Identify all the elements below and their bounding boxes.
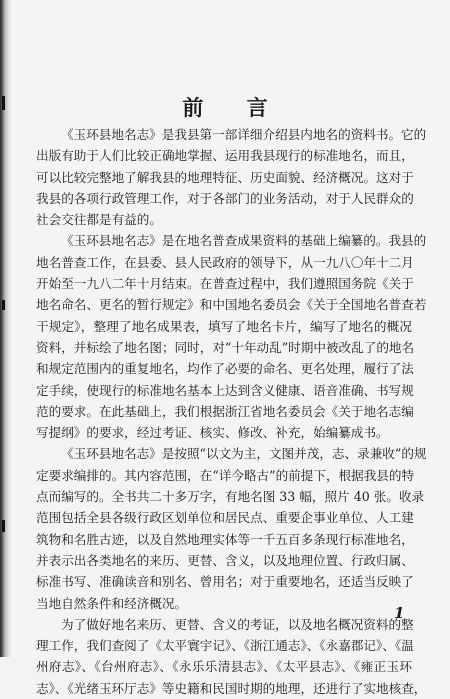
text-line: 出版有助于人们比较正确地掌握、运用我县现行的标准地名，而且， bbox=[36, 148, 414, 164]
text-line: 《玉环县地名志》是在地名普查成果资料的基础上编纂的。我县的 bbox=[61, 233, 427, 249]
paragraph-1 bbox=[36, 124, 427, 230]
text-line: 地名命名、更名的暂行规定》和中国地名委员会《关于全国地名普查若 bbox=[36, 297, 427, 313]
text-line: 写提纲》的要求，经过考证、核实、修改、补充，始编纂成书。 bbox=[36, 425, 389, 441]
paragraph-4 bbox=[36, 614, 427, 699]
paragraph-3 bbox=[36, 443, 427, 613]
text-line: 地名普查工作，在县委、县人民政府的领导下，从一九八〇年十二月 bbox=[36, 254, 414, 270]
text-line: 并表示出各类地名的来历、更替、含义，以及地理位置、行政归属、 bbox=[36, 552, 414, 568]
text-line: 范围包括全县各级行政区划单位和居民点、重要企事业单位、人工建 bbox=[36, 510, 414, 526]
page-title: 前 言 bbox=[182, 95, 286, 120]
text-line: 点而编写的。全书共二十多万字，有地名图 33 幅，照片 40 张。收录 bbox=[36, 489, 425, 505]
text-line: 为了做好地名来历、更替、含义的考证，以及地名概况资料的整 bbox=[61, 616, 414, 632]
text-line: 干规定》，整理了地名成果表，填写了地名卡片，编写了地名的概况 bbox=[36, 318, 412, 334]
text-line: 和规定范围内的重复地名，均作了必要的命名、更名处理，履行了法 bbox=[36, 361, 414, 377]
paragraph-2 bbox=[36, 230, 427, 443]
text-line: 资料，并标绘了地名图；同时，对“十年动乱”时期中被改乱了的地名 bbox=[36, 339, 415, 355]
text-line: 标准书写、准确读音和别名、曾用名；对于重要地名，还适当反映了 bbox=[36, 574, 414, 590]
text-line: 《玉环县地名志》是按照“以文为主，文图并茂，志、录兼收”的规 bbox=[61, 446, 427, 462]
text-line: 筑物和名胜古迹，以及自然地理实体等一千五百多条现行标准地名， bbox=[36, 531, 414, 547]
binding-mark bbox=[2, 520, 5, 532]
text-line: 我县的各项行政管理工作，对于各部门的业务活动，对于人民群众的 bbox=[36, 190, 414, 206]
body-text bbox=[36, 124, 427, 699]
text-line: 《玉环县地名志》是我县第一部详细介绍县内地名的资料书。它的 bbox=[61, 127, 427, 142]
text-line: 定要求编排的。其内容范围，在“详今略古”的前提下，根据我县的特 bbox=[36, 467, 415, 483]
text-line: 志》、《光绪玉环厅志》等史籍和民国时期的地理，还进行了实地核查， bbox=[36, 680, 427, 696]
text-line: 州府志》、《台州府志》、《永乐乐清县志》、《太平县志》、《雍正玉环 bbox=[36, 659, 412, 675]
text-line: 范的要求。在此基础上，我们根据浙江省地名委员会《关于地名志编 bbox=[36, 403, 414, 419]
binding-mark bbox=[2, 300, 5, 310]
text-line: 社会交往都是有益的。 bbox=[36, 212, 162, 228]
text-line: 理工作，我们查阅了《太平寰宇记》、《浙江通志》、《永嘉郡记》、《温 bbox=[36, 638, 414, 654]
text-line: 开始至一九八二年十月结束。在普查过程中，我们遵照国务院《关于 bbox=[36, 276, 414, 292]
page-number: 1 bbox=[394, 604, 405, 622]
text-line: 当地自然条件和经济概况。 bbox=[36, 595, 188, 611]
text-line: 可以比较完整地了解我县的地理特征、历史面貌、经济概况。这对于 bbox=[36, 169, 414, 185]
text-line: 定手续，使现行的标准地名基本上达到含义健康、语音准确、书写规 bbox=[36, 382, 414, 398]
